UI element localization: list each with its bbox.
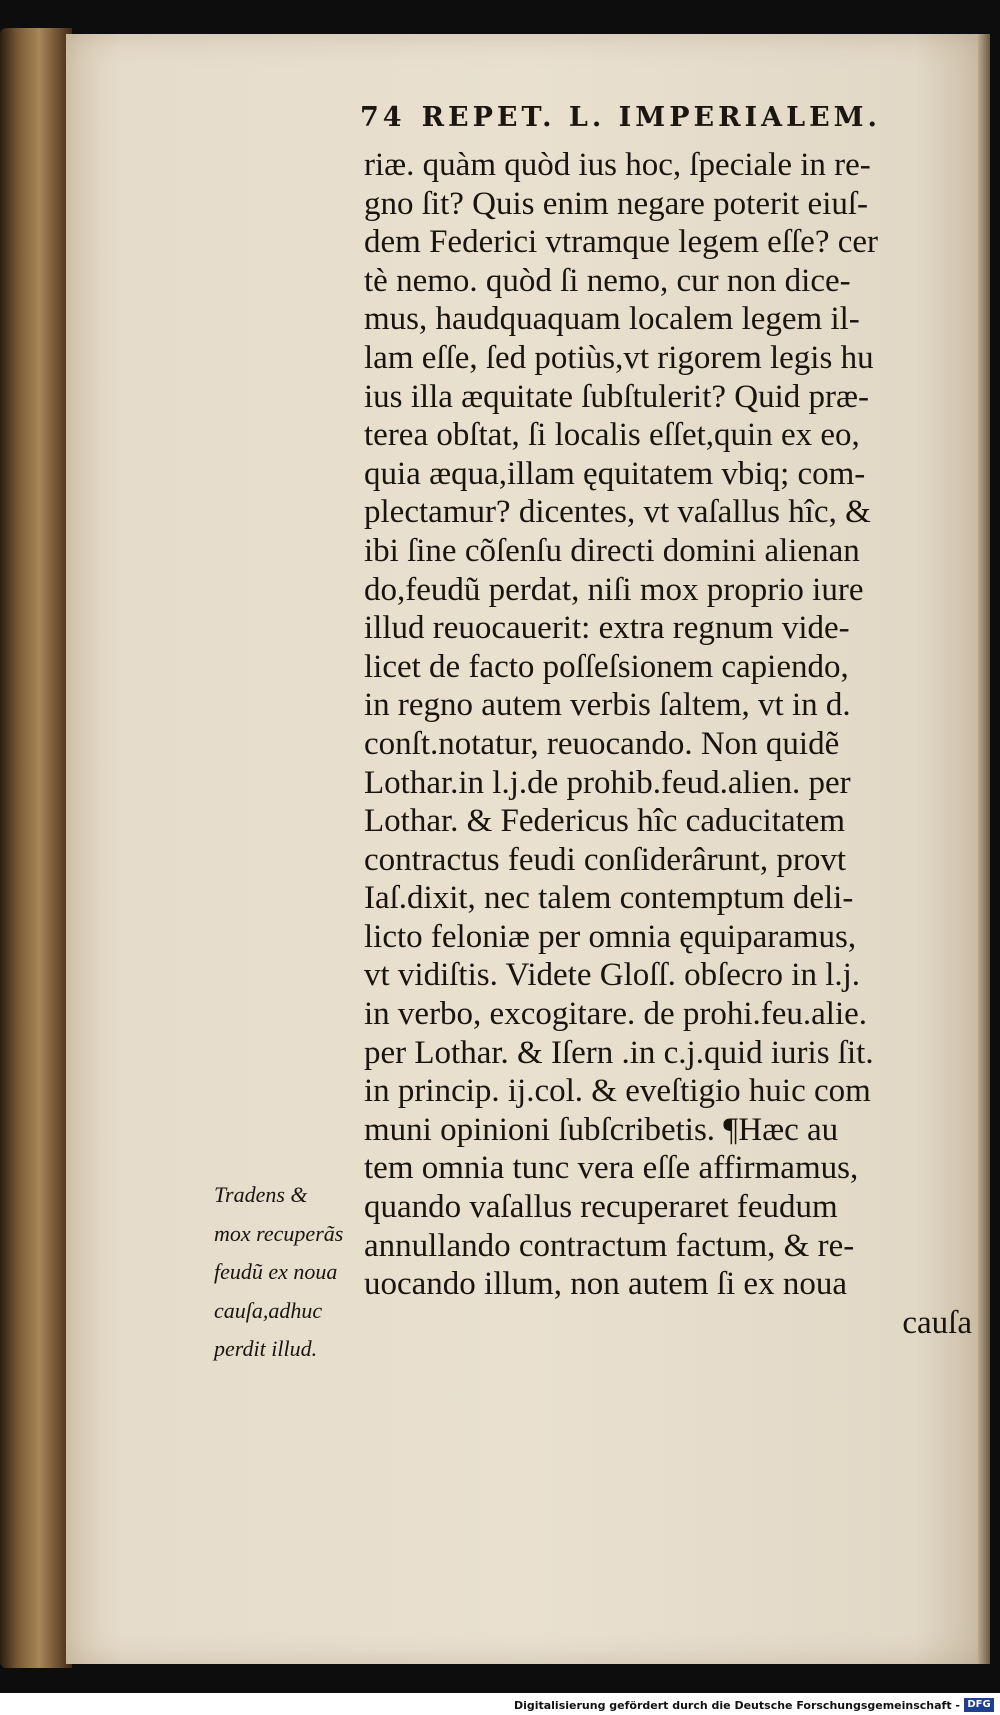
dfg-logo: DFG — [964, 1698, 994, 1712]
running-header — [360, 102, 920, 133]
marginal-note — [214, 1176, 374, 1369]
text-line: per Lothar. & Iſern .in c.j.quid iuris ſit. — [364, 1034, 874, 1071]
text-line: in regno autem verbis ſaltem, vt in d. — [364, 687, 851, 724]
text-line: in verbo, excogitare. de prohi.feu.alie. — [364, 996, 868, 1033]
text-line: plectamur? dicentes, vt vaſallus hîc, & — [364, 494, 871, 531]
margin-note-line: Tradens & — [214, 1182, 308, 1207]
margin-note-line: feudũ ex noua — [214, 1259, 338, 1285]
text-line: quia æqua,illam ęquitatem vbiq; com- — [364, 455, 866, 492]
text-line: tè nemo. quòd ſi nemo, cur non dice- — [364, 262, 851, 299]
text-line: mus, haudquaquam localem legem il- — [364, 301, 860, 338]
text-line: vt vidiſtis. Videte Gloſſ. obſecro in l.j. — [364, 957, 861, 994]
text-line: conſt.notatur, reuocando. Non quidẽ — [364, 725, 840, 762]
text-line: gno ſit? Quis enim negare poterit eiuſ- — [364, 185, 869, 222]
text-line: riæ. quàm quòd ius hoc, ſpeciale in re- — [364, 147, 871, 183]
page-number: 74 — [360, 102, 406, 133]
text-line: terea obſtat, ſi localis eſſet,quin ex eo, — [364, 417, 860, 454]
text-line: do,feudũ perdat, niſi mox proprio iure — [364, 571, 864, 608]
page-gutter-shadow — [978, 34, 990, 1664]
text-line: lam eſſe, ſed potiùs,vt rigorem legis hu — [364, 339, 874, 376]
footer-bar — [0, 1693, 1000, 1715]
book-fore-edge — [0, 28, 72, 1668]
text-line: uocando illum, non autem ſi ex noua — [364, 1266, 847, 1303]
catchword: cauſa — [902, 1304, 972, 1341]
main-text-block — [364, 146, 978, 1342]
text-line: ibi ſine cõſenſu directi domini alienan — [364, 532, 860, 569]
running-title: REPET. L. IMPERIALEM. — [421, 102, 881, 133]
text-line: ius illa æquitate ſubſtulerit? Quid præ- — [364, 378, 870, 415]
text-line: licet de facto poſſeſsionem capiendo, — [364, 648, 849, 685]
footer-credit: Digitalisierung gefördert durch die Deutsche Forschungsgemeinschaft - — [513, 1699, 960, 1712]
margin-note-line: cauſa,adhuc — [214, 1297, 323, 1323]
text-line: quando vaſallus recuperaret feudum — [364, 1189, 838, 1226]
text-line: Lothar.in l.j.de prohib.feud.alien. per — [364, 764, 851, 801]
margin-note-line: perdit illud. — [214, 1336, 318, 1362]
margin-note-line: mox recuperãs — [214, 1220, 344, 1246]
text-line: dem Federici vtramque legem eſſe? cer — [364, 224, 878, 261]
text-line: muni opinioni ſubſcribetis. ¶Hæc au — [364, 1111, 839, 1148]
text-line: illud reuocauerit: extra regnum vide- — [364, 610, 850, 647]
text-line: licto feloniæ per omnia ęquiparamus, — [364, 918, 857, 955]
text-line: Iaſ.dixit, nec talem contemptum deli- — [364, 880, 854, 917]
text-line: Lothar. & Federicus hîc caducitatem — [364, 803, 846, 840]
text-line: contractus feudi conſiderârunt, provt — [364, 841, 846, 878]
text-line: tem omnia tunc vera eſſe affirmamus, — [364, 1150, 859, 1187]
text-line: in princip. ij.col. & eveſtigio huic com — [364, 1073, 871, 1110]
text-line: annullando contractum factum, & re- — [364, 1227, 855, 1264]
